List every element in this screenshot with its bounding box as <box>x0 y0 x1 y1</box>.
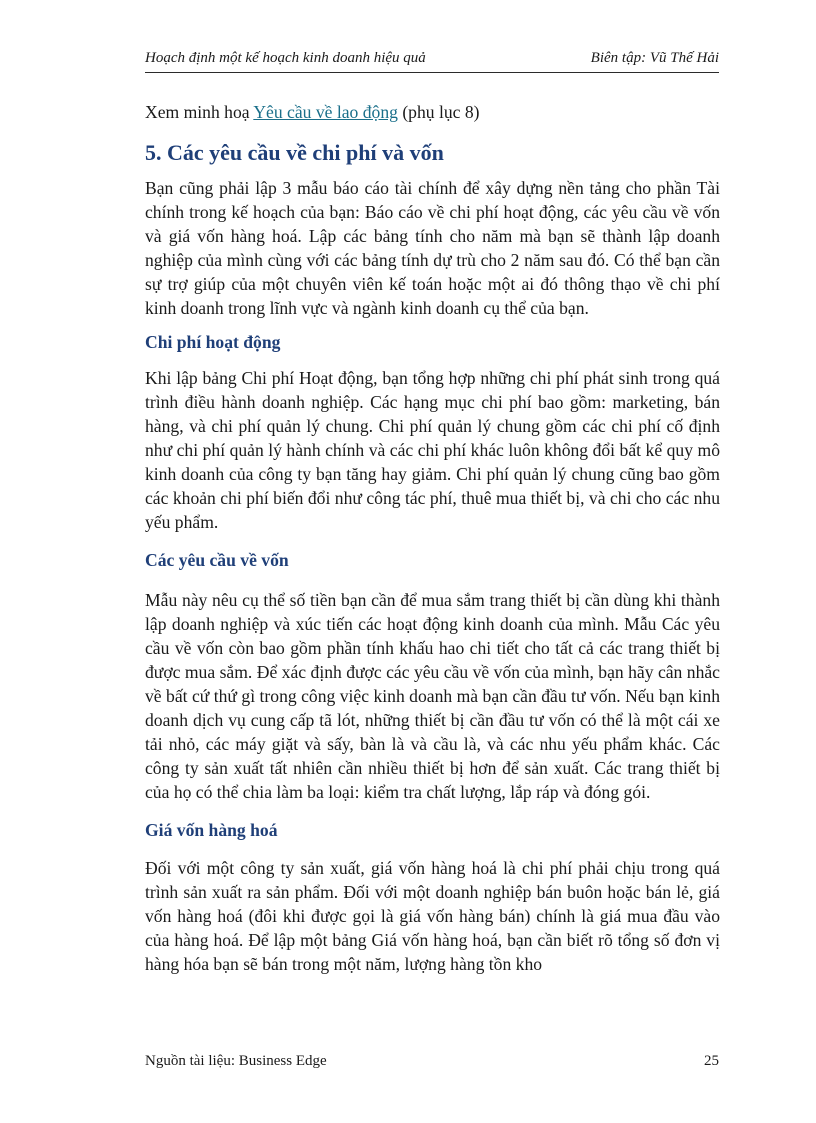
subsection-text-operating-costs: Khi lập bảng Chi phí Hoạt động, bạn tổng hợp những chi phí phát sinh trong quá trình điều hành doanh nghiệp. Các hạng mục chi phí bao gồm: marketing, bán hàng, và chi phí quản lý chung. Chi phí quản lý chung gồm các chi phí cố định như chi phí quản lý hành chính và các chi phí khác luôn không đổi bất kể quy mô kinh doanh của công ty bạn tăng hay giảm. Chi phí quản lý chung cũng bao gồm các khoản chi phí biến đổi như công tác phí, thuê mua thiết bị, và chi cho các nhu yếu phẩm. <box>145 368 720 532</box>
subsection-heading-cost-of-goods: Giá vốn hàng hoá <box>145 820 278 840</box>
page-content <box>145 100 720 976</box>
page-number: 25 <box>704 1053 719 1069</box>
document-title: Hoạch định một kế hoạch kinh doanh hiệu quả <box>145 50 426 66</box>
see-also-line <box>145 100 720 124</box>
editor-credit: Biên tập: Vũ Thế Hải <box>590 50 719 66</box>
section-intro: Bạn cũng phải lập 3 mẫu báo cáo tài chính để xây dựng nền tảng cho phần Tài chính trong kế hoạch của bạn: Báo cáo về chi phí hoạt động, các yêu cầu về vốn và giá vốn hàng hoá. Lập các bảng tính cho năm mà bạn sẽ thành lập doanh nghiệp của mình cùng với các bảng tính dự trù cho 2 năm sau đó. Có thể bạn cần sự trợ giúp của một chuyên viên kế toán hoặc một ai đó thông thạo về chi phí kinh doanh trong lĩnh vực và ngành kinh doanh cụ thể của bạn. <box>145 178 720 318</box>
subsection-heading-capital-requirements: Các yêu cầu về vốn <box>145 550 289 570</box>
page-header <box>145 50 719 73</box>
see-also-prefix: Xem minh hoạ <box>145 102 254 122</box>
see-also-suffix: (phụ lục 8) <box>397 102 480 122</box>
section-heading: 5. Các yêu cầu về chi phí và vốn <box>145 140 444 165</box>
subsection-text-capital-requirements: Mẫu này nêu cụ thể số tiền bạn cần để mua sắm trang thiết bị cần dùng khi thành lập doanh nghiệp và xúc tiến các hoạt động kinh doanh của mình. Mẫu Các yêu cầu về vốn còn bao gồm phần tính khấu hao chi tiết cho tất cả các trang thiết bị được mua sắm. Để xác định được các yêu cầu về vốn của mình, bạn hãy cân nhắc về bất cứ thứ gì trong công việc kinh doanh mà bạn cần đầu tư vốn. Nếu bạn kinh doanh dịch vụ cung cấp tã lót, những thiết bị cần đầu tư vốn có thể là một cái xe tải nhỏ, các máy giặt và sấy, bàn là và cầu là, và các nhu yếu phẩm khác. Các công ty sản xuất tất nhiên cần nhiều thiết bị hơn để sản xuất. Các trang thiết bị của họ có thể chia làm ba loại: kiểm tra chất lượng, lắp ráp và đóng gói. <box>145 590 720 802</box>
subsection-text-cost-of-goods: Đối với một công ty sản xuất, giá vốn hàng hoá là chi phí phải chịu trong quá trình sản xuất ra sản phẩm. Đối với một doanh nghiệp bán buôn hoặc bán lẻ, giá vốn hàng hoá (đôi khi được gọi là giá vốn hàng bán) chính là giá mua đầu vào của hàng hoá. Để lập một bảng Giá vốn hàng hoá, bạn cần biết rõ tổng số đơn vị hàng hóa bạn sẽ bán trong một năm, lượng hàng tồn kho <box>145 858 720 974</box>
appendix-link[interactable]: Yêu cầu về lao động <box>253 102 398 122</box>
source-note: Nguồn tài liệu: Business Edge <box>145 1053 327 1069</box>
subsection-heading-operating-costs: Chi phí hoạt động <box>145 332 281 352</box>
